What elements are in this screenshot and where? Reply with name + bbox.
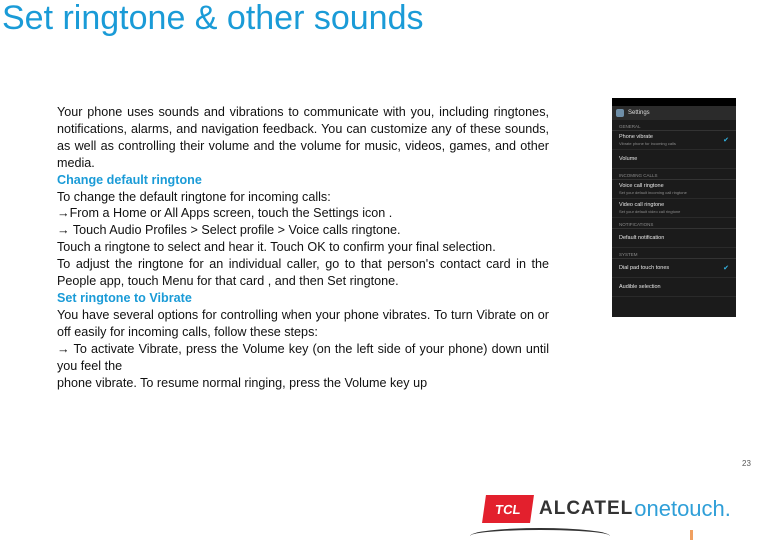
instruction-step: → Touch Audio Profiles > Select profile > Voice calls ringtone.: [57, 223, 401, 238]
decorative-mark: [690, 530, 693, 540]
section-heading-vibrate: Set ringtone to Vibrate: [57, 290, 192, 305]
text-paragraph: You have several options for controlling when your phone vibrates. To turn Vibrate on or off easily for incoming calls, follow these steps:: [57, 307, 549, 339]
text-line: phone vibrate. To resume normal ringing, press the Volume key up: [57, 375, 428, 390]
status-bar: [612, 98, 736, 106]
setting-title: Volume: [619, 156, 638, 162]
page-number: 23: [742, 459, 751, 468]
setting-title: Video call ringtone: [619, 202, 665, 208]
text-line: To change the default ringtone for incoming calls:: [57, 189, 331, 204]
setting-audible-selection[interactable]: [612, 278, 736, 297]
alcatel-wordmark: ALCATEL: [539, 498, 634, 519]
section-heading-change-ringtone: Change default ringtone: [57, 172, 202, 187]
settings-icon: [616, 109, 624, 117]
action-bar-title: Settings: [628, 110, 650, 116]
setting-dial-pad-tones[interactable]: [612, 259, 736, 278]
setting-default-notification[interactable]: [612, 229, 736, 248]
intro-paragraph: Your phone uses sounds and vibrations to communicate with you, including ringtones, notifications, alarms, and navigation feedback. You can customize any of these sounds, as well as controlling their volume and the volume for music, videos, games, and other media.: [57, 105, 549, 170]
setting-subtitle: Set your default video call ringtone: [619, 209, 681, 214]
logo-swoosh: [470, 528, 610, 544]
checkmark-icon[interactable]: ✔: [723, 137, 729, 144]
onetouch-wordmark: onetouch.: [634, 496, 731, 521]
category-general: GENERAL: [612, 120, 736, 131]
setting-title: Voice call ringtone: [619, 183, 664, 189]
action-bar: [612, 106, 736, 120]
setting-title: Dial pad touch tones: [619, 265, 670, 271]
instruction-step: →From a Home or All Apps screen, touch the Settings icon .: [57, 206, 393, 221]
setting-title: Audible selection: [619, 284, 661, 290]
checkmark-icon[interactable]: ✔: [723, 265, 729, 272]
text-line: Touch a ringtone to select and hear it. Touch OK to confirm your final selection.: [57, 240, 496, 255]
setting-subtitle: Vibrate phone for incoming calls: [619, 141, 676, 146]
setting-title: Default notification: [619, 235, 665, 241]
category-incoming-calls: INCOMING CALLS: [612, 169, 736, 180]
category-notifications: NOTIFICATIONS: [612, 218, 736, 229]
brand-logo: [484, 495, 731, 523]
setting-subtitle: Set your default incoming call ringtone: [619, 190, 687, 195]
text-paragraph: To adjust the ringtone for an individual caller, go to that person's contact card in the People app, touch Menu for that card , and then Set ringtone.: [57, 257, 549, 289]
body-text: [57, 104, 549, 391]
tcl-logo-box: TCL: [482, 495, 534, 523]
setting-voice-call-ringtone[interactable]: [612, 180, 736, 199]
setting-video-call-ringtone[interactable]: [612, 199, 736, 218]
setting-title: Phone vibrate: [619, 134, 653, 140]
page-title: Set ringtone & other sounds: [2, 0, 424, 37]
setting-phone-vibrate[interactable]: [612, 131, 736, 150]
setting-volume[interactable]: [612, 150, 736, 169]
instruction-step: → To activate Vibrate, press the Volume key (on the left side of your phone) down until you feel the: [57, 341, 549, 373]
phone-screenshot: [612, 98, 736, 317]
category-system: SYSTEM: [612, 248, 736, 259]
